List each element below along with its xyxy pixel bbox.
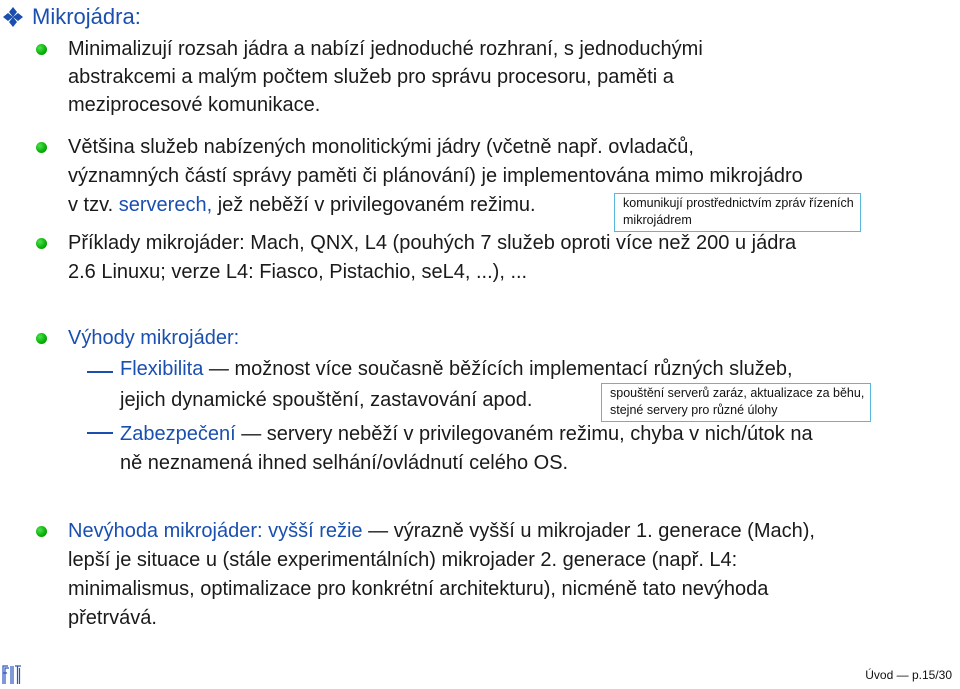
em-dash: — (241, 423, 262, 445)
bullet2-line1: Většina služeb nabízených monolitickými jádry (včetně např. ovladačů, (68, 136, 694, 158)
note-line1: spouštění serverů zaráz, aktualizace za běhu, (610, 386, 865, 400)
bullet-dot (36, 44, 47, 55)
footer-section[interactable]: Úvod (865, 668, 894, 682)
bullet5-line2: lepší je situace u (stále experimentálních) mikrojader 2. generace (např. L4: (68, 549, 738, 571)
flexibility-line2: jejich dynamické spouštění, zastavování apod. (120, 389, 533, 411)
note-line1: komunikují prostřednictvím zpráv řízeních (623, 196, 854, 210)
bullet-dot (36, 526, 47, 537)
bullet2-line3-c: jež neběží v privilegovaném režimu. (217, 194, 536, 216)
note-line2: stejné servery pro různé úlohy (610, 403, 778, 417)
security-line1 (120, 420, 813, 449)
flexibility-term: Flexibilita (120, 358, 204, 380)
flexibility-line1 (120, 355, 793, 384)
bullet2-line3-a: v tzv. (68, 194, 114, 216)
footer-navigation (865, 668, 952, 682)
sub-bullet-dash (87, 371, 113, 373)
bullet5-line1-rest: výrazně vyšší u mikrojader 1. generace (Mach), (393, 520, 815, 542)
bullet2-line3 (68, 191, 536, 220)
footer-page: p.15/30 (911, 668, 952, 682)
disadvantage-term: Nevýhoda mikrojáder: vyšší režie (68, 520, 363, 542)
note-flexibility (601, 383, 871, 422)
footer-arrow: — (896, 668, 909, 682)
bullet2-line2: významných částí správy paměti či plánování) je implementována mimo mikrojádro (68, 165, 803, 187)
slide-title (2, 0, 141, 34)
em-dash: — (208, 358, 229, 380)
servers-term: serverech, (118, 194, 213, 216)
flexibility-rest: možnost více současně běžících implementací různých služeb, (234, 358, 793, 380)
bullet3-line2: 2.6 Linuxu; verze L4: Fiasco, Pistachio, seL4, ...), ... (68, 261, 528, 283)
fit-logo (2, 663, 22, 685)
bullet-dot (36, 238, 47, 249)
security-line2: ně neznamená ihned selhání/ovládnutí celého OS. (120, 452, 569, 474)
bullet1-line1: Minimalizují rozsah jádra a nabízí jednoduché rozhraní, s jednoduchými (68, 38, 703, 60)
diamond-bullet-icon (2, 6, 24, 28)
note-line2: mikrojádrem (623, 213, 692, 227)
security-term: Zabezpečení (120, 423, 236, 445)
note-microkernel-messages (614, 193, 861, 232)
bullet1-line3: meziprocesové komunikace. (68, 94, 321, 116)
bullet1-line2: abstrakcemi a malým počtem služeb pro správu procesoru, paměti a (68, 66, 674, 88)
bullet5-line3: minimalismus, optimalizace pro konkrétní architekturu), nicméně tato nevýhoda (68, 578, 769, 600)
title-text: Mikrojádra: (32, 4, 141, 29)
bullet-dot (36, 333, 47, 344)
bullet5-line4: přetrvává. (68, 607, 157, 629)
bullet3-line1: Příklady mikrojáder: Mach, QNX, L4 (pouhých 7 služeb oproti více než 200 u jádra (68, 232, 797, 254)
bullet5-line1 (68, 517, 815, 546)
advantages-label: Výhody mikrojáder: (68, 327, 240, 349)
em-dash: — (368, 520, 389, 542)
sub-bullet-dash (87, 432, 113, 434)
security-rest: servery neběží v privilegovaném režimu, chyba v nich/útok na (266, 423, 813, 445)
bullet-dot (36, 142, 47, 153)
